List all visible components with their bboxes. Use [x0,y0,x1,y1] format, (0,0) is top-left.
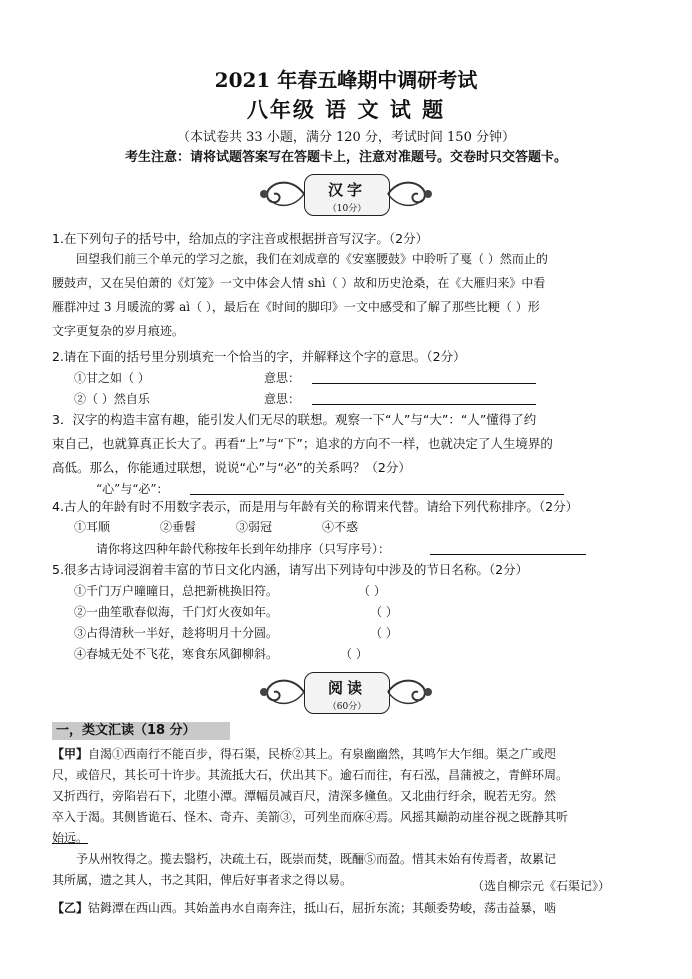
q4-option: ④不惑 [322,520,359,534]
reading-jia [52,744,652,891]
badge-score: （60分） [327,702,367,712]
jia-source: （选自柳宗元《石渠记》） [472,879,611,893]
section-header: 一，类文汇读（18 分） [52,722,230,740]
passage-line: 回望我们前三个单元的学习之旅，我们在刘成章的《安塞腰鼓》中聆听了戛（ ）然而止的 [76,252,548,266]
yi-line: 钴鉧潭在西山西。其始盖冉水自南奔注，抵山石，屈折东流；其颠委势峻，荡击益暴，啮 [88,901,557,915]
passage-line: 腰鼓声，又在吴伯萧的《灯笼》一文中体会人情 shì（ ）故和历史沧桑，在《大雁归来》中看 [52,276,546,290]
q4-option: ③弱冠 [236,520,273,534]
jia-line: 始远。 [52,831,89,845]
question-3 [52,408,652,480]
exam-title: 2021 年春五峰期中调研考试 [214,68,478,92]
q5-poem-line: ①千门万户曈曈日，总把新桃换旧符。 [74,584,279,598]
jia-line: 自渴①西南行不能百步，得石渠，民桥②其上。有泉幽幽然，其鸣乍大乍细。渠之广或咫 [88,747,557,761]
left-ornament-icon [256,674,306,710]
q3-line: 3．汉字的构造丰富有趣，能引发人们无尽的联想。观察一下“人”与“大”：“人”懂得了约 [52,412,537,427]
q5-answer-paren[interactable]: （ ） [358,584,386,598]
question-5-stem: 5.很多古诗词浸润着丰富的节日文化内涵，请写出下列诗句中涉及的节日名称。（2分） [52,562,529,577]
jia-line: 又折西行，旁陷岩石下，北堕小潭。潭幅员减百尺，清深多儵鱼。又北曲行纡余，睨若无穷。然 [52,789,557,803]
exam-notice: 考生注意：请将试题答案写在答题卡上，注意对准题号。交卷时只交答题卡。 [124,150,567,165]
q4-option: ②垂髫 [160,520,197,534]
q2-item-1: ①甘之如（ ） [74,371,150,385]
q2-answer-line-2[interactable] [312,391,536,405]
q5-poem-line: ③占得清秋一半好，趁将明月十分圆。 [74,626,279,640]
q3-answer-label: “心”与“必”： [96,482,169,496]
q2-meaning-label: 意思： [264,392,301,406]
section-badge-hanzi [256,172,436,220]
q2-answer-line-1[interactable] [312,370,536,384]
right-ornament-icon [386,176,436,212]
q4-ask: 请你将这四种年龄代称按年长到年幼排序（只写序号）： [96,542,391,556]
q2-meaning-label: 意思： [264,371,301,385]
q4-answer-line[interactable] [430,541,586,555]
question-1-passage [52,247,652,343]
jia-line-underlined: 卒入于渴。其侧皆诡石、怪木、奇卉、美箭③，可列坐而庥④焉。风摇其巅韵动崖谷视之既静其听 [52,810,569,824]
q5-poem-line: ④春城无处不飞花，寒食东风御柳斜。 [74,647,279,661]
q5-answer-paren[interactable]: （ ） [340,647,368,661]
left-ornament-icon [256,176,306,212]
q3-line: 束自己，也就算真正长大了。再看“上”与“下”；追求的方向不一样，也就决定了人生境界的 [52,436,553,451]
right-ornament-icon [386,674,436,710]
q3-answer-line[interactable] [190,481,564,495]
section-badge-reading [256,670,436,718]
jia-tag: 【甲】 [52,747,89,761]
reading-yi [52,898,652,919]
q3-line: 高低。那么，你能通过联想，说说“心”与“必”的关系吗？（2分） [52,460,411,475]
question-2-stem: 2.请在下面的括号里分别填充一个恰当的字，并解释这个字的意思。（2分） [52,349,466,364]
q5-answer-paren[interactable]: （ ） [370,626,398,640]
yi-tag: 【乙】 [52,901,89,915]
q5-poem-line: ②一曲笙歌春似海，千门灯火夜如年。 [74,605,279,619]
badge-title: 阅读 [327,679,366,697]
question-1-stem: 1.在下列句子的括号中，给加点的字注音或根据拼音写汉字。（2分） [52,231,429,246]
passage-line: 雁群冲过 3 月暖流的雾 aì（ ），最后在《时间的脚印》一文中感受和了解了那些比粳（ ）形 [52,300,540,314]
exam-info: （本试卷共 33 小题，满分 120 分，考试时间 150 分钟） [177,130,515,145]
question-4-stem: 4.古人的年龄有时不用数字表示，而是用与年龄有关的称谓来代替。请给下列代称排序。（2分） [52,499,579,514]
jia-line: 予从州牧得之。揽去翳朽，决疏土石，既崇而焚，既酾⑤而盈。惜其未始有传焉者，故累记 [76,852,557,866]
jia-line: 其所属，遗之其人，书之其阳，俾后好事者求之得以易。 [52,873,353,887]
q4-option: ①耳顺 [74,520,111,534]
badge-title: 汉字 [327,181,366,199]
exam-subtitle: 八年级 语 文 试 题 [246,97,446,122]
jia-line: 尺，或倍尺，其长可十许步。其流抵大石，伏出其下。逾石而往，有石泓，昌蒲被之，青鲜环周。 [52,768,569,782]
badge-score: （10分） [327,204,367,214]
q2-item-2: ②（ ）然自乐 [74,392,150,406]
q5-answer-paren[interactable]: （ ） [370,605,398,619]
passage-line: 文字更复杂的岁月痕迹。 [52,324,185,338]
